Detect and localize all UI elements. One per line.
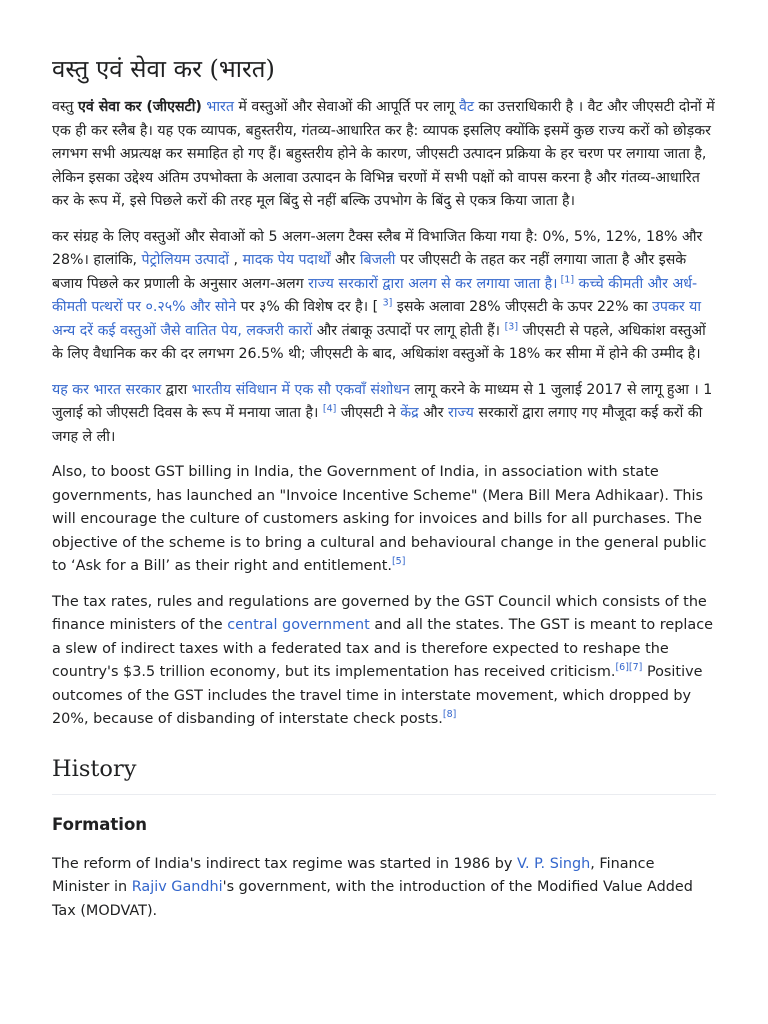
paragraph-intro: वस्तु एवं सेवा कर (जीएसटी) भारत में वस्तुओं और सेवाओं की आपूर्ति पर लागू वैट का उत्तराधिकारी है । वैट और जीएसटी दोनों में एक ही कर स्लैब है। यह एक व्यापक, बहुस्तरीय, गंतव्य-आधारित कर है: व्यापक इसलिए क्योंकि इसमें कुछ राज्य करों को छोड़कर लगभग सभी अप्रत्यक्ष कर समाहित हो गए हैं। बहुस्तरीय होने के कारण, जीएसटी उत्पादन प्रक्रिया के हर चरण पर लगाया जाता है, लेकिन इसका उद्देश्य अंतिम उपभोक्ता के अलावा उत्पादन के विभिन्न चरणों में सभी पक्षों को वापस करना है और गंतव्य-आधारित कर के रूप में, इसे पिछले करों की तरह मूल बिंदु से नहीं बल्कि उपभोग के बिंदु से एकत्र किया जाता है। — [52, 99, 715, 209]
citation-3b[interactable]: [3] — [504, 320, 519, 332]
paragraph-invoice-scheme: Also, to boost GST billing in India, the Government of India, in association with state governments, has launched an "Invoice Incentive Scheme" (Mera Bill Mera Adhikaar). This will encourage the culture of customers asking for invoices and bills for all purchases. The objective of the scheme is to bring a cultural and behavioural change in the general public to ‘Ask for a Bill’ as their right and entitlement.[5] — [52, 464, 707, 574]
link-electricity[interactable]: बिजली — [359, 252, 396, 268]
link-precious-stones[interactable]: कच्चे कीमती और अर्ध-कीमती पत्थरों पर ०.२५% और सोने — [52, 275, 698, 315]
link-centre[interactable]: केंद्र — [400, 405, 419, 421]
link-amendment[interactable]: भारतीय संविधान में एक सौ एकवाँ संशोधन — [191, 381, 410, 398]
link-petroleum[interactable]: पेट्रोलियम उत्पादों — [141, 252, 230, 268]
subsection-heading-formation: Formation — [52, 814, 148, 834]
paragraph-formation: The reform of India's indirect tax regime was started in 1986 by V. P. Singh, Finance Minister in Rajiv Gandhi's government, with the introduction of the Modified Value Added Tax (MODVAT). — [52, 855, 693, 919]
paragraph-gst-council: The tax rates, rules and regulations are governed by the GST Council which consists of the finance ministers of the central government and all the states. The GST is meant to replace a slew of indirect taxes with a federated tax and is therefore expected to reshape the country's $3.5 trillion economy, but its implementation has received criticism.[6][7] Positive outcomes of the GST includes the travel time in interstate movement, which dropped by 20%, because of disbanding of interstate check posts.[8] — [52, 593, 713, 727]
citation-1[interactable]: [1] — [557, 273, 575, 285]
link-state[interactable]: राज्य — [448, 405, 474, 421]
link-cess[interactable]: उपकर या अन्य दरें कई वस्तुओं जैसे वातित पेय, लक्जरी कारों — [52, 299, 702, 339]
section-heading-history: History — [52, 754, 716, 795]
link-vat[interactable]: वैट — [459, 99, 475, 115]
citation-4[interactable]: [4] — [322, 403, 337, 415]
link-state-tax[interactable]: राज्य सरकारों द्वारा अलग से कर लगाया जाता है। — [308, 275, 558, 292]
citation-5[interactable]: [5] — [391, 556, 406, 568]
citation-6-7[interactable]: [6][7] — [615, 662, 643, 674]
link-alcohol[interactable]: मादक पेय पदार्थों — [242, 252, 331, 268]
link-government[interactable]: यह कर भारत सरकार — [52, 381, 162, 398]
link-bharat[interactable]: भारत — [206, 99, 234, 115]
citation-3[interactable]: 3] — [382, 297, 393, 309]
citation-8[interactable]: [8] — [442, 709, 457, 721]
link-central-government[interactable]: central government — [227, 617, 370, 633]
paragraph-tax-slabs: कर संग्रह के लिए वस्तुओं और सेवाओं को 5 अलग-अलग टैक्स स्लैब में विभाजित किया गया है: 0%, 5%, 12%, 18% और 28%। हालांकि, पेट्रोलियम उत्पादों , मादक पेय पदार्थों और बिजली पर जीएसटी के तहत कर नहीं लगाया जाता है और इसके बजाय पिछले कर प्रणाली के अनुसार अलग-अलग राज्य सरकारों द्वारा अलग से कर लगाया जाता है। [1] कच्चे कीमती और अर्ध-कीमती पत्थरों पर ०.२५% और सोने पर ३% की विशेष दर है। [ $^{3]}$ इसके अलावा 28% जीएसटी के ऊपर 22% का उपकर या अन्य दरें कई वस्तुओं जैसे वातित पेय, लक्जरी कारों और तंबाकू उत्पादों पर लागू होती हैं। [3] जीएसटी से पहले, अधिकांश वस्तुओं के लिए वैधानिक कर की दर लगभग 26.5% थी; जीएसटी के बाद, अधिकांश वस्तुओं के 18% कर सीमा में होने की उम्मीद है। — [52, 228, 706, 362]
page-title: वस्तु एवं सेवा कर (भारत) — [52, 55, 275, 83]
paragraph-implementation: यह कर भारत सरकार द्वारा भारतीय संविधान में एक सौ एकवाँ संशोधन लागू करने के माध्यम से 1 जुलाई 2017 से लागू हुआ । 1 जुलाई को जीएसटी दिवस के रूप में मनाया जाता है। [4] जीएसटी ने केंद्र और राज्य सरकारों द्वारा लगाए गए मौजूदा कई करों की जगह ले ली। — [52, 381, 713, 445]
bold-term: एवं सेवा कर (जीएसटी) — [78, 99, 202, 115]
link-vp-singh[interactable]: V. P. Singh — [516, 855, 591, 872]
link-rajiv-gandhi[interactable]: Rajiv Gandhi — [131, 879, 223, 895]
